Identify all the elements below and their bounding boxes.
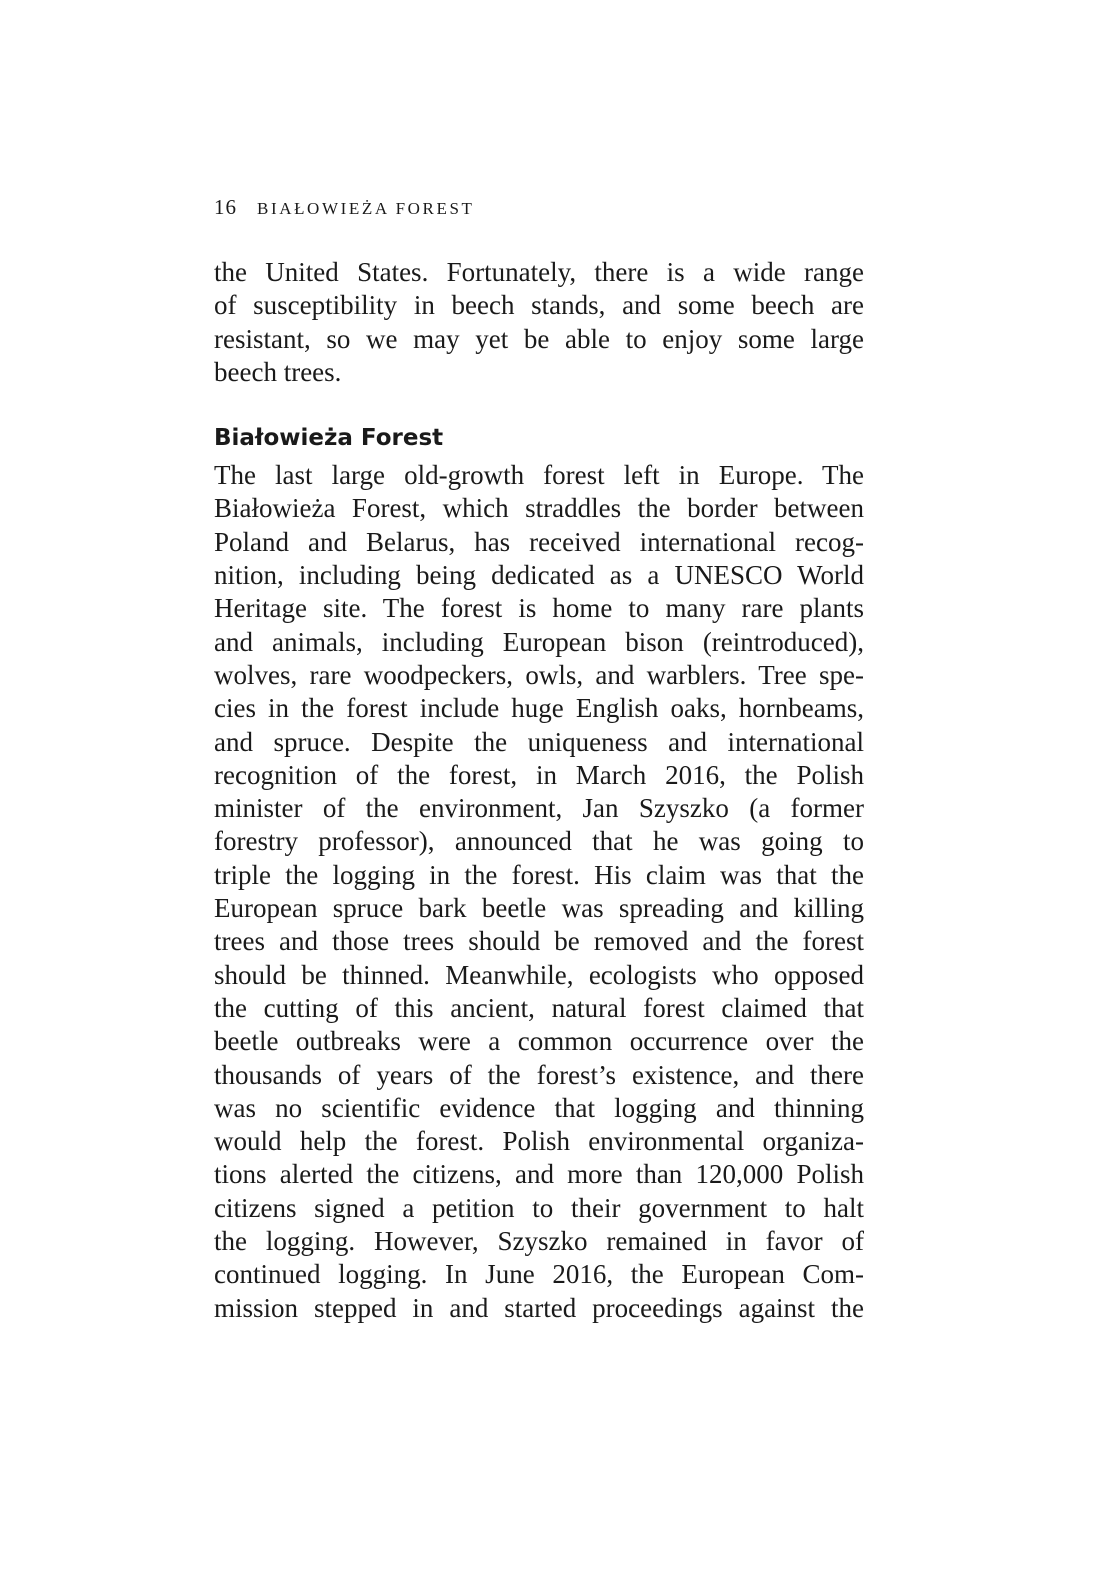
text-line: minister of the environment, Jan Szyszko (a former: [214, 793, 864, 824]
text-line: beetle outbreaks were a common occurrence over the: [214, 1026, 864, 1057]
text-line: citizens signed a petition to their government to halt: [214, 1192, 864, 1223]
running-head: [214, 190, 864, 224]
text-line: should be thinned. Meanwhile, ecologists who opposed: [214, 959, 864, 990]
section-heading: Białowieża Forest: [214, 425, 444, 452]
running-head-title: BIAŁOWIEŻA FOREST: [257, 199, 475, 218]
section-body: [214, 459, 864, 1325]
text-line: European spruce bark beetle was spreading and killing: [214, 893, 864, 924]
book-page: [214, 190, 864, 1325]
text-line: of susceptibility in beech stands, and some beech are: [214, 290, 864, 321]
text-line: was no scientific evidence that logging and thinning: [214, 1092, 864, 1123]
text-line: Białowieża Forest, which straddles the border between: [214, 493, 864, 524]
text-line: would help the forest. Polish environmental organiza-: [214, 1126, 864, 1157]
text-line: thousands of years of the forest’s existence, and there: [214, 1059, 864, 1090]
text-line: the logging. However, Szyszko remained in favor of: [214, 1226, 864, 1257]
text-line: cies in the forest include huge English oaks, hornbeams,: [214, 693, 864, 724]
text-line: nition, including being dedicated as a UNESCO World: [214, 560, 864, 591]
page-number: 16: [214, 195, 237, 219]
text-line: trees and those trees should be removed and the forest: [214, 926, 864, 957]
text-line: resistant, so we may yet be able to enjoy some large: [214, 323, 864, 354]
text-line: and spruce. Despite the uniqueness and international: [214, 726, 864, 757]
text-line: and animals, including European bison (reintroduced),: [214, 626, 864, 657]
paragraph-continued: [214, 256, 864, 389]
text-line: triple the logging in the forest. His claim was that the: [214, 859, 864, 890]
text-line: Poland and Belarus, has received international recog-: [214, 526, 864, 557]
text-line: recognition of the forest, in March 2016, the Polish: [214, 759, 864, 790]
text-line: continued logging. In June 2016, the European Com-: [214, 1259, 864, 1290]
text-line: wolves, rare woodpeckers, owls, and warblers. Tree spe-: [214, 659, 864, 690]
text-line: the cutting of this ancient, natural forest claimed that: [214, 992, 864, 1023]
text-line: The last large old-growth forest left in Europe. The: [214, 460, 864, 491]
text-line: mission stepped in and started proceedings against the: [214, 1292, 864, 1323]
text-line: the United States. Fortunately, there is a wide range: [214, 257, 864, 287]
text-line: beech trees.: [214, 356, 342, 387]
text-line: Heritage site. The forest is home to many rare plants: [214, 593, 864, 624]
text-line: forestry professor), announced that he was going to: [214, 826, 864, 857]
text-line: tions alerted the citizens, and more than 120,000 Polish: [214, 1159, 864, 1190]
